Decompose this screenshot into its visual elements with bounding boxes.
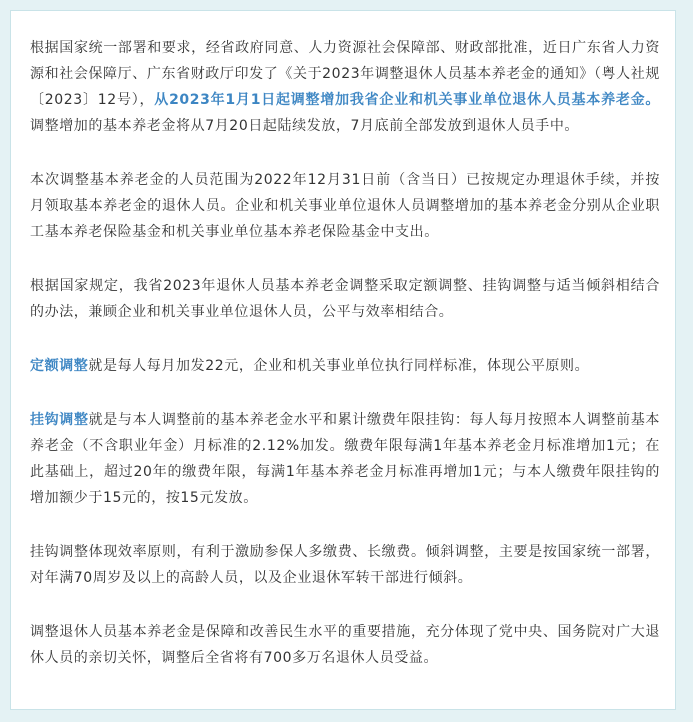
highlight-fixed-adjustment: 定额调整 xyxy=(30,358,89,374)
paragraph-notice-text-end: 调整增加的基本养老金将从7月20日起陆续发放，7月底前全部发放到退休人员手中。 xyxy=(30,118,580,134)
paragraph-notice-text: 根据国家统一部署和要求，经省政府同意、人力资源社会保障部、财政部批准，近日广东省人力资源和社会保障厅、广东省财政厅印发了《关于2023年调整退休人员基本养老金的通知》（粤人社规〔2023〕12号）， xyxy=(30,40,660,108)
paragraph-linked-adjustment-text: 就是与本人调整前的基本养老金水平和累计缴费年限挂钩：每人每月按照本人调整前基本养老金（不含职业年金）月标准的2.12%加发。缴费年限每满1年基本养老金月标准增加1元；在此基础上，超过20年的缴费年限，每满1年基本养老金月标准再增加1元；与本人缴费年限挂钩的增加额少于15元的，按15元发放。 xyxy=(30,412,660,506)
article-frame xyxy=(10,10,676,710)
paragraph-fixed-adjustment-text: 就是每人每月加发22元，企业和机关事业单位执行同样标准，体现公平原则。 xyxy=(88,358,590,374)
paragraph-fixed-adjustment xyxy=(30,353,660,379)
paragraph-method: 根据国家规定，我省2023年退休人员基本养老金调整采取定额调整、挂钩调整与适当倾斜相结合的办法，兼顾企业和机关事业单位退休人员，公平与效率相结合。 xyxy=(30,278,660,320)
highlight-linked-adjustment: 挂钩调整 xyxy=(30,412,89,428)
paragraph-scope: 本次调整基本养老金的人员范围为2022年12月31日前（含当日）已按规定办理退休手续，并按月领取基本养老金的退休人员。企业和机关事业单位退休人员调整增加的基本养老金分别从企业职工基本养老保险基金和机关事业单位基本养老保险基金中支出。 xyxy=(30,172,660,240)
paragraph-notice xyxy=(30,35,660,139)
paragraph-linked-adjustment xyxy=(30,407,660,511)
highlight-adjustment-scope: 从2023年1月1日起调整增加我省企业和机关事业单位退休人员基本养老金。 xyxy=(154,92,661,108)
paragraph-conclusion: 调整退休人员基本养老金是保障和改善民生水平的重要措施，充分体现了党中央、国务院对广大退休人员的亲切关怀，调整后全省将有700多万名退休人员受益。 xyxy=(30,624,660,666)
paragraph-efficiency: 挂钩调整体现效率原则，有利于激励参保人多缴费、长缴费。倾斜调整，主要是按国家统一部署，对年满70周岁及以上的高龄人员，以及企业退休军转干部进行倾斜。 xyxy=(30,544,660,586)
